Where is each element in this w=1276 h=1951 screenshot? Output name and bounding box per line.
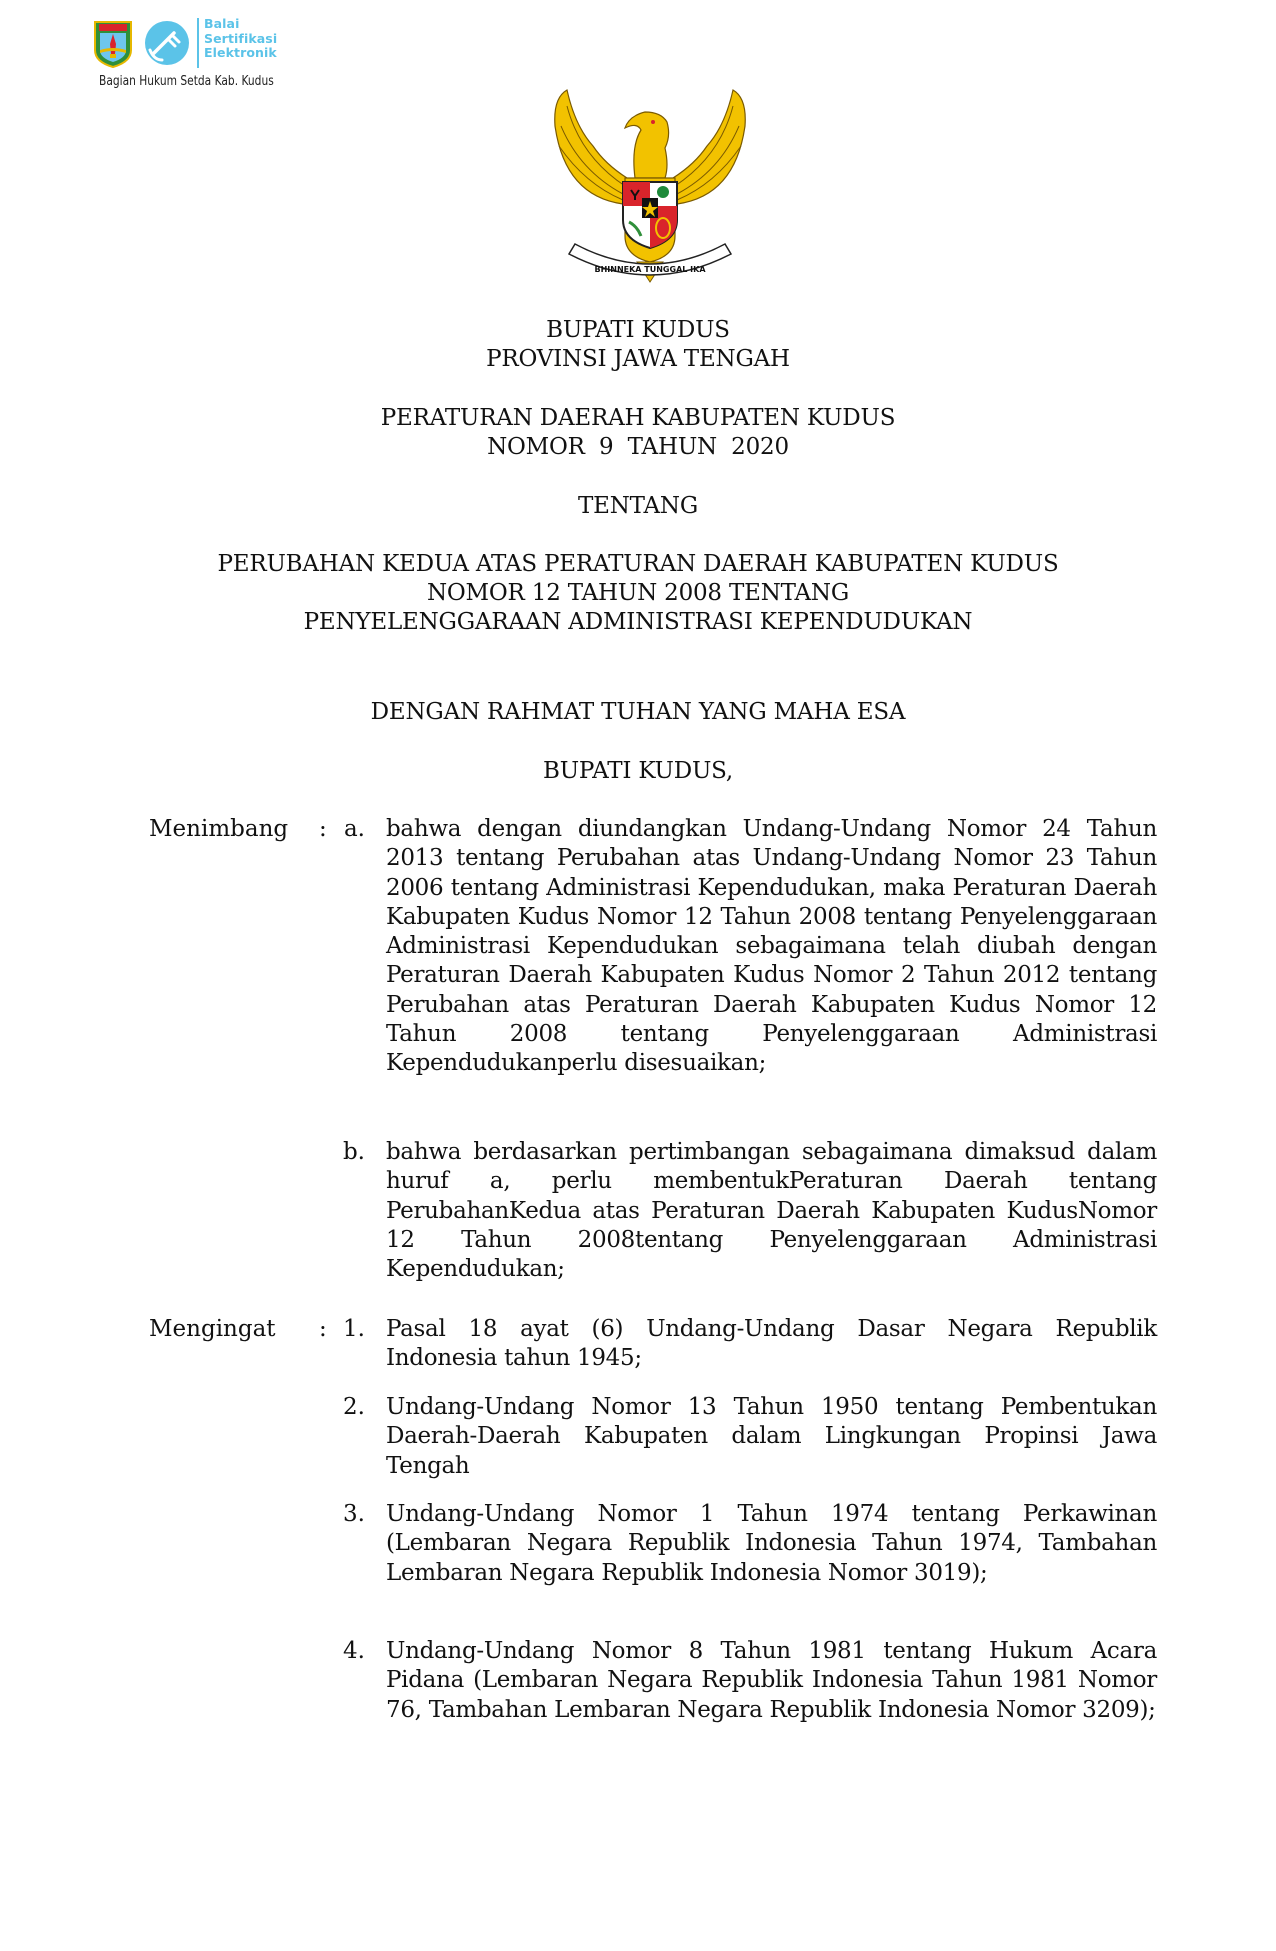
- bsre-wordmark: [204, 17, 277, 61]
- mengingat-label: Mengingat: [149, 1316, 276, 1342]
- mengingat-marker-2: 2.: [343, 1394, 365, 1420]
- invocation-heading: DENGAN RAHMAT TUHAN YANG MAHA ESA: [370, 699, 906, 725]
- menimbang-label: Menimbang: [149, 816, 289, 842]
- mengingat-item-3: Undang-Undang Nomor 1 Tahun 1974 tentang Perkawinan (Lembaran Negara Republik Indonesia Tahun 1974, Tambahan Lembaran Negara Republik Indonesia Nomor 3019);: [386, 1501, 1157, 1586]
- menimbang-marker-a: a.: [343, 816, 365, 842]
- menimbang-colon: :: [319, 816, 327, 842]
- bsre-line-2: Sertifikasi: [204, 30, 278, 46]
- regulation-heading: PERATURAN DAERAH KABUPATEN KUDUS: [380, 405, 896, 431]
- logo-divider: [197, 18, 199, 68]
- about-heading: TENTANG: [577, 493, 699, 519]
- menimbang-item-a: bahwa dengan diundangkan Undang-Undang Nomor 24 Tahun 2013 tentang Perubahan atas Undang-Undang Nomor 23 Tahun 2006 tentang Administrasi Kependudukan, maka Peraturan Daerah Kabupaten Kudus Nomor 12 Tahun 2008 tentang Penyelenggaraan Administrasi Kependudukan sebagaimana telah diubah dengan Peraturan Daerah Kabupaten Kudus Nomor 2 Tahun 2012 tentang Perubahan atas Peraturan Daerah Kabupaten Kudus Nomor 12 Tahun 2008 tentang Penyelenggaraan Administrasi Kependudukanperlu disesuaikan;: [386, 816, 1157, 1077]
- issuer-heading: BUPATI KUDUS: [546, 317, 730, 343]
- bagian-hukum-caption: Bagian Hukum Setda Kab. Kudus: [99, 74, 274, 89]
- subject-line-2: NOMOR 12 TAHUN 2008 TENTANG: [426, 580, 850, 606]
- mengingat-marker-3: 3.: [343, 1501, 365, 1527]
- mengingat-item-1: Pasal 18 ayat (6) Undang-Undang Dasar Negara Republik Indonesia tahun 1945;: [386, 1316, 1157, 1372]
- province-heading: PROVINSI JAWA TENGAH: [486, 346, 790, 372]
- subject-line-3: PENYELENGGARAAN ADMINISTRASI KEPENDUDUKAN: [303, 609, 973, 635]
- emblem-motto: BHINNEKA TUNGGAL IKA: [594, 265, 706, 274]
- mengingat-colon: :: [319, 1316, 327, 1342]
- header-logos: [93, 16, 293, 96]
- kudus-crest-icon: [93, 20, 133, 68]
- bsre-line-1: Balai: [204, 16, 240, 31]
- bsre-line-3: Elektronik: [204, 45, 277, 60]
- bsre-key-icon: [144, 20, 190, 66]
- regulation-number: NOMOR 9 TAHUN 2020: [487, 434, 789, 460]
- menimbang-marker-b: b.: [342, 1139, 365, 1165]
- mengingat-marker-4: 4.: [343, 1638, 365, 1664]
- signatory-heading: BUPATI KUDUS,: [543, 758, 733, 784]
- mengingat-item-4: Undang-Undang Nomor 8 Tahun 1981 tentang Hukum Acara Pidana (Lembaran Negara Republik Indonesia Tahun 1981 Nomor 76, Tambahan Lembaran Negara Republik Indonesia Nomor 3209);: [386, 1638, 1157, 1723]
- subject-line-1: PERUBAHAN KEDUA ATAS PERATURAN DAERAH KABUPATEN KUDUS: [217, 551, 1059, 577]
- garuda-pancasila-emblem-icon: [545, 86, 755, 286]
- mengingat-marker-1: 1.: [343, 1316, 365, 1342]
- mengingat-item-2: Undang-Undang Nomor 13 Tahun 1950 tentang Pembentukan Daerah-Daerah Kabupaten dalam Lingkungan Propinsi Jawa Tengah: [386, 1394, 1157, 1479]
- menimbang-item-b: bahwa berdasarkan pertimbangan sebagaimana dimaksud dalam huruf a, perlu membentukPeraturan Daerah tentang PerubahanKedua atas Peraturan Daerah Kabupaten KudusNomor 12 Tahun 2008tentang Penyelenggaraan Administrasi Kependudukan;: [386, 1139, 1157, 1283]
